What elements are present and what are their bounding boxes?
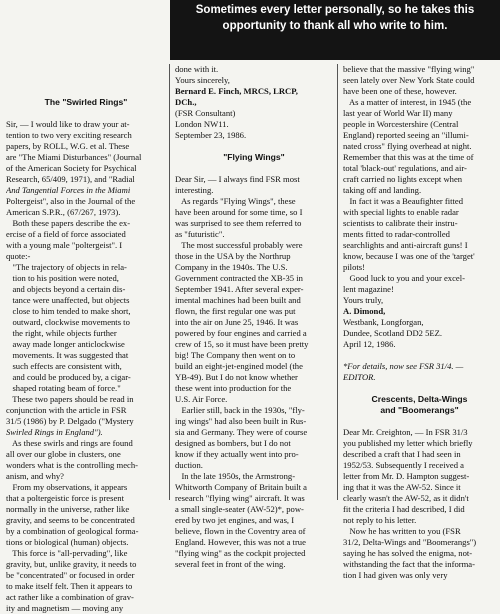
text-line: 31/2, Delta-Wings and "Boomerangs")	[343, 537, 477, 547]
text-line: searchlights and anti-aircraft guns! I	[343, 240, 468, 250]
text-line: This force is "all-pervading", like	[6, 548, 128, 558]
text-line: papers, by ROLL, W.G. et al. These	[6, 141, 130, 151]
text-line: Remember that this was at the time of	[343, 152, 474, 162]
text-line: that a poltergeistic force is present	[6, 493, 124, 503]
text-line: taking off and landing.	[343, 185, 422, 195]
text-line: designed as bombers, but I do not	[175, 438, 291, 448]
text-line	[343, 383, 496, 394]
text-line: EDITOR.	[343, 372, 376, 382]
text-line	[343, 416, 496, 427]
text-line: people in Worcestershire (Central	[343, 119, 459, 129]
text-line: letter from Mr. D. Hampton suggest-	[343, 471, 470, 481]
text-line: "The trajectory of objects in rela-	[6, 262, 127, 272]
text-line: away made longer anticlockwise	[6, 339, 125, 349]
text-line: England) reported seeing an "illumi-	[343, 130, 469, 140]
text-line: gravity, and seems to be concentrated	[6, 515, 135, 525]
text-line: as "futuristic".	[175, 229, 225, 239]
text-line: normally in the universe, rather like	[6, 504, 130, 514]
text-line: April 12, 1986.	[343, 339, 396, 349]
text-line: done with it.	[175, 64, 219, 74]
text-line: The most successful probably were	[175, 240, 303, 250]
letter-heading: "Flying Wings"	[223, 152, 285, 162]
text-line: and could be produced by, a cigar-	[6, 372, 131, 382]
text-line: clearly wasn't the AW-52, as it didn't	[343, 493, 469, 503]
text-line: YB-49). But I do not know whether	[175, 372, 298, 382]
text-line: U.S. Air Force.	[175, 394, 228, 404]
text-line: a small single-seater (AW-52)*, pow-	[175, 504, 304, 514]
text-line: several feet in front of the wing.	[175, 559, 286, 569]
text-line: of the American Society for Psychical	[6, 163, 137, 173]
text-line: American S.P.R., (67/267, 1973).	[6, 207, 121, 217]
text-line: Bernard E. Finch, MRCS, LRCP,	[175, 86, 298, 96]
text-line: tance were unaffected, but objects	[6, 295, 130, 305]
text-line: nated cross" flying overhead at night.	[343, 141, 472, 151]
text-line: into the air on June 25, 1946. It was	[175, 317, 299, 327]
letter-heading: and "Boomerangs"	[380, 405, 459, 415]
text-line: Both these papers describe the ex-	[6, 218, 131, 228]
text-line: Earlier still, back in the 1930s, "fly-	[175, 405, 305, 415]
text-line: are "The Miami Disturbances" (Journal	[6, 152, 142, 162]
text-line: wonders what is the controlling mech-	[6, 460, 138, 470]
text-line: interesting.	[175, 185, 214, 195]
text-line: pilots!	[343, 262, 365, 272]
text-line: Research, 65/409, 1971), and "Radial	[6, 174, 135, 184]
text-line: be "concentrated" or focused in order	[6, 570, 135, 580]
text-line: Dundee, Scotland DD2 5EZ.	[343, 328, 443, 338]
text-line: 1952/53. Subsequently I received a	[343, 460, 464, 470]
text-line: 31/5 (1986) by P. Delgado ("Mystery	[6, 416, 134, 426]
text-line	[6, 86, 166, 97]
banner-box	[170, 0, 500, 60]
text-line: As a matter of interest, in 1945 (the	[343, 97, 472, 107]
text-line: These two papers should be read in	[6, 394, 134, 404]
text-line: crew of 15, so it must have been pretty	[175, 339, 309, 349]
text-line	[343, 350, 496, 361]
column-divider	[169, 64, 170, 500]
text-line: total 'black-out' regulations, and air-	[343, 163, 467, 173]
text-line: ments fitted to radar-controlled	[343, 229, 450, 239]
text-line: tention to two very exciting research	[6, 130, 132, 140]
text-line: last year of World War II) many	[343, 108, 453, 118]
banner-line-2: opportunity to thank all who write to him.	[222, 20, 448, 32]
text-line: described a craft that I had seen in	[343, 449, 461, 459]
text-line: those in the USA by the Northrup	[175, 251, 291, 261]
text-line: Swirled Rings in England").	[6, 427, 103, 437]
text-line: was surprised to see them referred to	[175, 218, 302, 228]
text-line: believe that the massive "flying wing"	[343, 64, 475, 74]
banner-line-1: Sometimes every letter personally, so he takes this	[195, 4, 475, 16]
letter-heading: Crescents, Delta-Wings	[371, 394, 468, 404]
text-line	[175, 163, 333, 174]
text-line: Whitworth Company of Britain built a	[175, 482, 307, 492]
letter-column-1	[6, 64, 166, 614]
text-line: seen lately over New York State could	[343, 75, 475, 85]
text-line: shaped rotating beam of force."	[6, 383, 121, 393]
text-line: not reply to his letter.	[343, 515, 417, 525]
text-line: know if they actually went into pro-	[175, 449, 299, 459]
text-line: ing wings" had also been built in Rus-	[175, 416, 307, 426]
text-line: gravity, but, unlike gravity, it needs to	[6, 559, 137, 569]
text-line: Company in the 1940s. The U.S.	[175, 262, 288, 272]
text-line: Yours truly,	[343, 295, 384, 305]
text-line: scientists to calibrate their instru-	[343, 218, 458, 228]
text-line: anism, and why?	[6, 471, 64, 481]
text-line: tion to his position were noted,	[6, 273, 119, 283]
text-line: ercise of a field of force associated	[6, 229, 126, 239]
text-line: As these swirls and rings are found	[6, 438, 133, 448]
letter-column-2	[175, 64, 333, 570]
text-line: ing that it was the AW-52. Since it	[343, 482, 461, 492]
column-divider	[337, 64, 338, 500]
text-line: have been around for some time, so I	[175, 207, 303, 217]
text-line: these went into production for the	[175, 383, 292, 393]
text-line: act rather like a combination of grav-	[6, 592, 134, 602]
text-line: From my observations, it appears	[6, 482, 128, 492]
text-line: duction.	[175, 460, 203, 470]
text-line: such effects are consistent with,	[6, 361, 122, 371]
text-line: Good luck to you and your excel-	[343, 273, 465, 283]
text-line: saying he has solved the enigma, not-	[343, 548, 473, 558]
text-line: September 1941. After several exper-	[175, 284, 304, 294]
text-line: and objects beyond a certain dis-	[6, 284, 126, 294]
text-line: London NW11.	[175, 119, 229, 129]
text-line: Yours sincerely,	[175, 75, 230, 85]
text-line: tions or biological (human) objects.	[6, 537, 129, 547]
text-line: by a combination of geological forma-	[6, 526, 139, 536]
text-line: ered by two jet engines, and was, I	[175, 515, 295, 525]
text-line: with a young male "poltergeist". I	[6, 240, 123, 250]
text-line: conjunction with the article in FSR	[6, 405, 127, 415]
text-line: lent magazine!	[343, 284, 394, 294]
text-line: the right, while objects further	[6, 328, 117, 338]
text-line: know, because I was one of the 'target'	[343, 251, 475, 261]
text-line: As regards "Flying Wings", these	[175, 196, 296, 206]
text-line: build an eight-jet-engined model (the	[175, 361, 303, 371]
text-line	[175, 141, 333, 152]
text-line: In the late 1950s, the Armstrong-	[175, 471, 296, 481]
text-line: *For details, now see FSR 31/4. —	[343, 361, 464, 371]
text-line: craft carried no lights except when	[343, 174, 463, 184]
text-line: believe, flown in the Coventry area of	[175, 526, 306, 536]
text-line: to make itself felt. Then it appears to	[6, 581, 133, 591]
text-line: England. However, this was not a true	[175, 537, 306, 547]
text-line: Dear Sir, — I always find FSR most	[175, 174, 300, 184]
letter-column-3	[343, 64, 496, 581]
letter-heading: The "Swirled Rings"	[44, 97, 128, 107]
text-line: (FSR Consultant)	[175, 108, 236, 118]
text-line	[6, 75, 166, 86]
text-line: Westbank, Longforgan,	[343, 317, 424, 327]
text-line: fit the criteria I had described, I did	[343, 504, 465, 514]
text-line: flown, the first regular one was put	[175, 306, 296, 316]
text-line: imental machines had been built and	[175, 295, 301, 305]
text-line: ity and magnetism — moving any	[6, 603, 124, 613]
text-line	[6, 108, 166, 119]
text-line: all over our globe in clusters, one	[6, 449, 121, 459]
text-line: Government contracted the XB-35 in	[175, 273, 303, 283]
text-line: close to him tended to make short,	[6, 306, 131, 316]
text-line: In fact it was a Beaufighter fitted	[343, 196, 464, 206]
text-line: A. Dimond,	[343, 306, 386, 316]
text-line: with special lights to enable radar	[343, 207, 459, 217]
text-line	[6, 64, 166, 75]
text-line: Now he has written to you (FSR	[343, 526, 461, 536]
text-line: you published my letter which briefly	[343, 438, 473, 448]
text-line: movements. It was suggested that	[6, 350, 129, 360]
text-line: Poltergeist", also in the Journal of the	[6, 196, 136, 206]
text-line: September 23, 1986.	[175, 130, 247, 140]
text-line: tion I had given was only very	[343, 570, 448, 580]
text-line: Sir, — I would like to draw your at-	[6, 119, 130, 129]
text-line: sia and Germany. They were of course	[175, 427, 308, 437]
text-line: research "flying wing" aircraft. It was	[175, 493, 305, 503]
text-line: big! The Company then went on to	[175, 350, 296, 360]
text-line: Dear Mr. Creighton, — In FSR 31/3	[343, 427, 468, 437]
text-line: outward, clockwise movements to	[6, 317, 130, 327]
text-line: powered by four engines and carried a	[175, 328, 307, 338]
text-line: have been one of these, however.	[343, 86, 457, 96]
text-line: DCh.,	[175, 97, 197, 107]
text-line: "flying wing" as the cockpit projected	[175, 548, 306, 558]
text-line: quote:-	[6, 251, 31, 261]
text-line: And Tangential Forces in the Miami	[6, 185, 131, 195]
text-line: withstanding the fact that the informa-	[343, 559, 475, 569]
